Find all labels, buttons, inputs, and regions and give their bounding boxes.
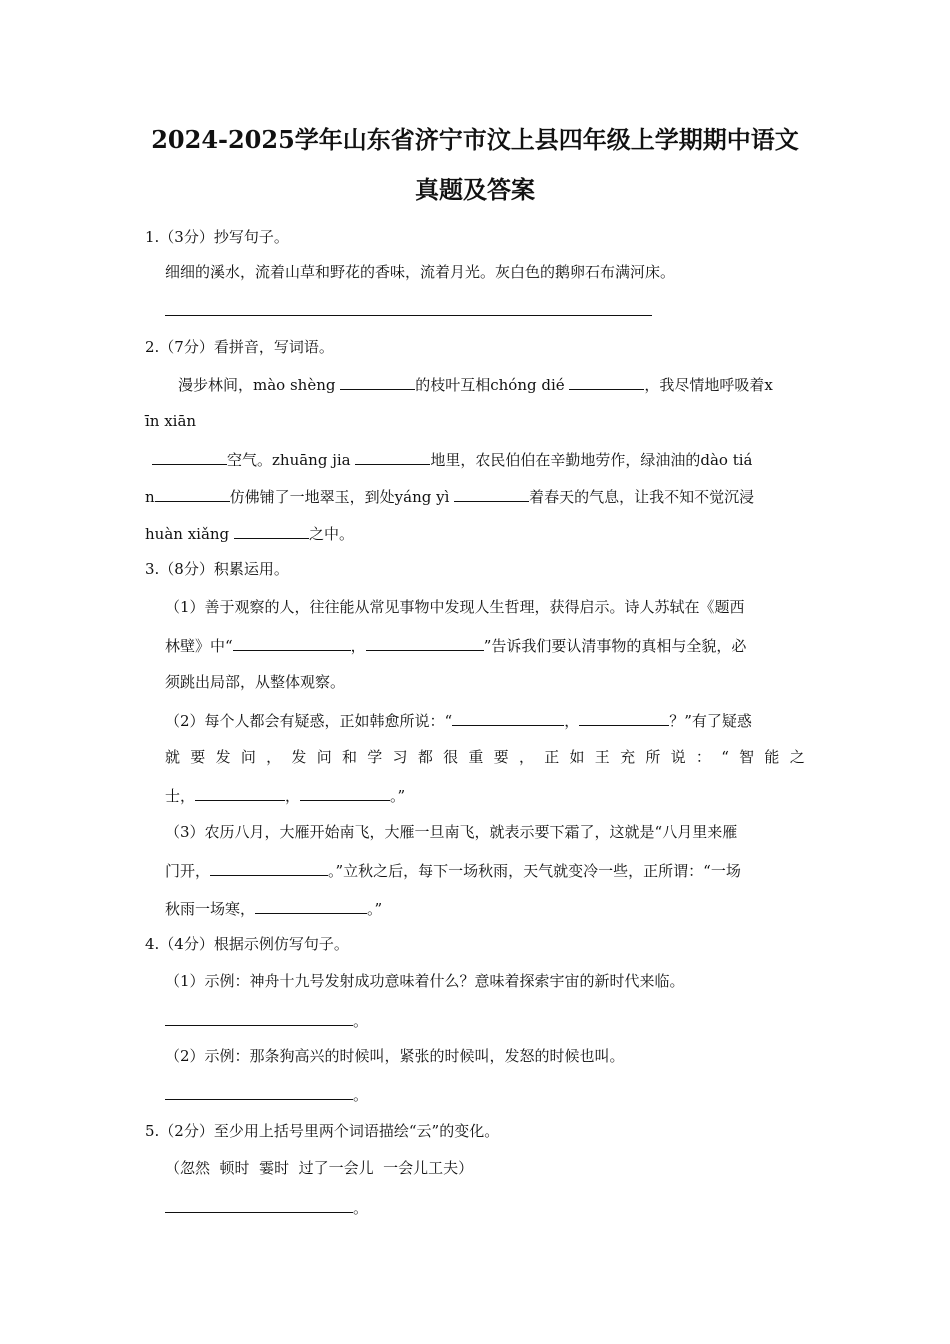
q1-sentence: 细细的溪水，流着山草和野花的香味，流着月光。灰白色的鹅卵石布满河床。	[165, 263, 676, 281]
q3-p3-line2-text-b: 。”立秋之后，每下一场秋雨，天气就变冷一些，正所谓：“一场	[328, 862, 741, 880]
q2-line4-text-b: 仿佛铺了一地翠玉，到处yáng yì	[229, 488, 455, 506]
q3-p2-line1-text-b: ，	[564, 712, 580, 730]
q3-p2-line2-char: 要	[190, 748, 206, 766]
q3-p1-line2-text-c: ”告诉我们要认清事物的真相与全貌，必	[483, 637, 747, 655]
q3-p3-line1: （3）农历八月，大雁开始南飞，大雁一旦南飞，就表示要下霜了，这就是“八月里来雁	[165, 823, 738, 841]
q3-blank-qiuyu[interactable]	[255, 897, 367, 914]
q3-blank-yanmen[interactable]	[210, 859, 328, 876]
q3-p1-line1: （1）善于观察的人，往往能从常见事物中发现人生哲理，获得启示。诗人苏轼在《题西	[165, 598, 745, 616]
q4-p2-answer	[165, 1083, 368, 1105]
q5-end: 。	[353, 1199, 369, 1217]
q2-line1-text-a: 漫步林间，mào shèng	[178, 376, 341, 394]
q3-p2-line2-char: 要	[493, 748, 509, 766]
q3-p3-line3-text-a: 秋雨一场寒，	[165, 900, 256, 918]
q3-p2-line2-char: 和	[341, 748, 357, 766]
q2-line4-text-c: 着春天的气息，让我不知不觉沉浸	[529, 488, 755, 506]
q3-p2-line2-char: 如	[569, 748, 585, 766]
q3-p1-line3: 须跳出局部，从整体观察。	[165, 673, 346, 691]
q3-p2-line1-text-a: （2）每个人都会有疑惑，正如韩愈所说：“	[165, 712, 453, 730]
q5-header: 5.（2分）至少用上括号里两个词语描绘“云”的变化。	[145, 1122, 500, 1140]
q3-p2-line3-text-c: 。”	[390, 787, 406, 805]
q3-p2-line2-char: 重	[468, 748, 484, 766]
q3-p2-line2-char: 充	[620, 748, 636, 766]
q3-p1-line2-text-b: ，	[350, 637, 366, 655]
q5-answer	[165, 1196, 368, 1218]
q2-blank-maosheng[interactable]	[340, 373, 415, 390]
q3-p3-line2	[165, 859, 741, 881]
q4-blank-1[interactable]	[165, 1009, 353, 1026]
q3-p2-line2-char: 王	[594, 748, 610, 766]
q3-p2-line3	[165, 784, 405, 806]
q3-p2-line2-char: 正	[544, 748, 560, 766]
q4-p1: （1）示例：神舟十九号发射成功意味着什么？意味着探索宇宙的新时代来临。	[165, 972, 685, 990]
q3-p2-line1-text-c: ？”有了疑惑	[669, 712, 752, 730]
q3-p2-line2-char: 能	[764, 748, 780, 766]
q2-header: 2.（7分）看拼音，写词语。	[145, 338, 334, 356]
q4-p1-answer	[165, 1009, 368, 1031]
q3-p3-line3	[165, 897, 382, 919]
page-title-line2: 真题及答案	[415, 175, 535, 204]
q3-p2-line2-char: 智	[739, 748, 755, 766]
q3-blank-hanyu-1[interactable]	[452, 709, 564, 726]
q2-line1	[178, 373, 773, 395]
q4-header: 4.（4分）根据示例仿写句子。	[145, 935, 349, 953]
q1-answer-line[interactable]	[165, 315, 652, 316]
q3-p3-line2-text-a: 门开，	[165, 862, 211, 880]
q3-p2-line2-char: “	[721, 748, 729, 766]
page-title-line1: 2024-2025学年山东省济宁市汶上县四年级上学期期中语文	[151, 125, 799, 154]
q3-p2-line2-char: 习	[392, 748, 408, 766]
q3-p2-line2-char: 很	[443, 748, 459, 766]
q3-p2-line2-char: ，	[518, 748, 534, 766]
q2-line3-text-a: 空气。zhuāng jia	[227, 451, 356, 469]
q2-line5-text-b: 之中。	[308, 525, 354, 543]
q3-p2-line2-char: 就	[165, 748, 181, 766]
q2-line3-text-b: 地里，农民伯伯在辛勤地劳作，绿油油的dào tiá	[430, 451, 753, 469]
q3-p3-line3-text-b: 。”	[367, 900, 383, 918]
q3-blank-wangchong-1[interactable]	[195, 784, 285, 801]
q3-p2-line1	[165, 709, 752, 731]
q4-p2-end: 。	[353, 1086, 369, 1104]
q4-p1-end: 。	[353, 1012, 369, 1030]
q3-p2-line2-char: 发	[291, 748, 307, 766]
q3-p2-line2-char: 问	[316, 748, 332, 766]
q3-blank-hanyu-2[interactable]	[579, 709, 669, 726]
q2-blank-xinxian[interactable]	[152, 448, 227, 465]
q3-blank-tixilinbi-2[interactable]	[366, 634, 484, 651]
q3-p2-line3-text-b: ，	[285, 787, 301, 805]
q3-p2-line2-char: ：	[695, 748, 711, 766]
q5-words: （忽然 顿时 霎时 过了一会儿 一会儿工夫）	[165, 1159, 474, 1177]
q4-blank-2[interactable]	[165, 1083, 353, 1100]
q3-p1-line2	[165, 634, 746, 656]
q2-line5-text-a: huàn xiǎng	[145, 525, 234, 543]
q3-blank-wangchong-2[interactable]	[300, 784, 390, 801]
q3-p2-line2-char: 之	[789, 748, 805, 766]
q3-p2-line2-char: 问	[240, 748, 256, 766]
q2-line4-text-a: n	[145, 488, 155, 506]
q3-p2-line2-char: 说	[670, 748, 686, 766]
q3-p2-line2-char: 学	[367, 748, 383, 766]
q2-line3	[152, 448, 752, 470]
q3-p2-line2-char: ，	[266, 748, 282, 766]
q3-p2-line2-char: 发	[215, 748, 231, 766]
q2-line1-text-b: 的枝叶互相chóng dié	[415, 376, 570, 394]
q3-p2-line2-char: 所	[645, 748, 661, 766]
q2-line2: īn xiān	[145, 412, 197, 430]
q2-line1-text-c: ，我尽情地呼吸着x	[644, 376, 773, 394]
q2-blank-huanxiang[interactable]	[234, 522, 309, 539]
q4-p2: （2）示例：那条狗高兴的时候叫，紧张的时候叫，发怒的时候也叫。	[165, 1047, 625, 1065]
q2-line5	[145, 522, 354, 544]
q2-blank-zhuangjia[interactable]	[355, 448, 430, 465]
q2-blank-chongdie[interactable]	[569, 373, 644, 390]
q1-header: 1.（3分）抄写句子。	[145, 228, 289, 246]
q5-blank[interactable]	[165, 1196, 353, 1213]
q3-blank-tixilinbi-1[interactable]	[233, 634, 351, 651]
q3-p2-line2	[165, 747, 805, 767]
q2-blank-yangyi[interactable]	[454, 485, 529, 502]
q3-header: 3.（8分）积累运用。	[145, 560, 289, 578]
q2-line4	[145, 485, 754, 507]
q3-p1-line2-text-a: 林壁》中“	[165, 637, 233, 655]
q3-p2-line3-text-a: 士，	[165, 787, 196, 805]
q3-p2-line2-char: 都	[417, 748, 433, 766]
q2-blank-daotian[interactable]	[155, 485, 230, 502]
